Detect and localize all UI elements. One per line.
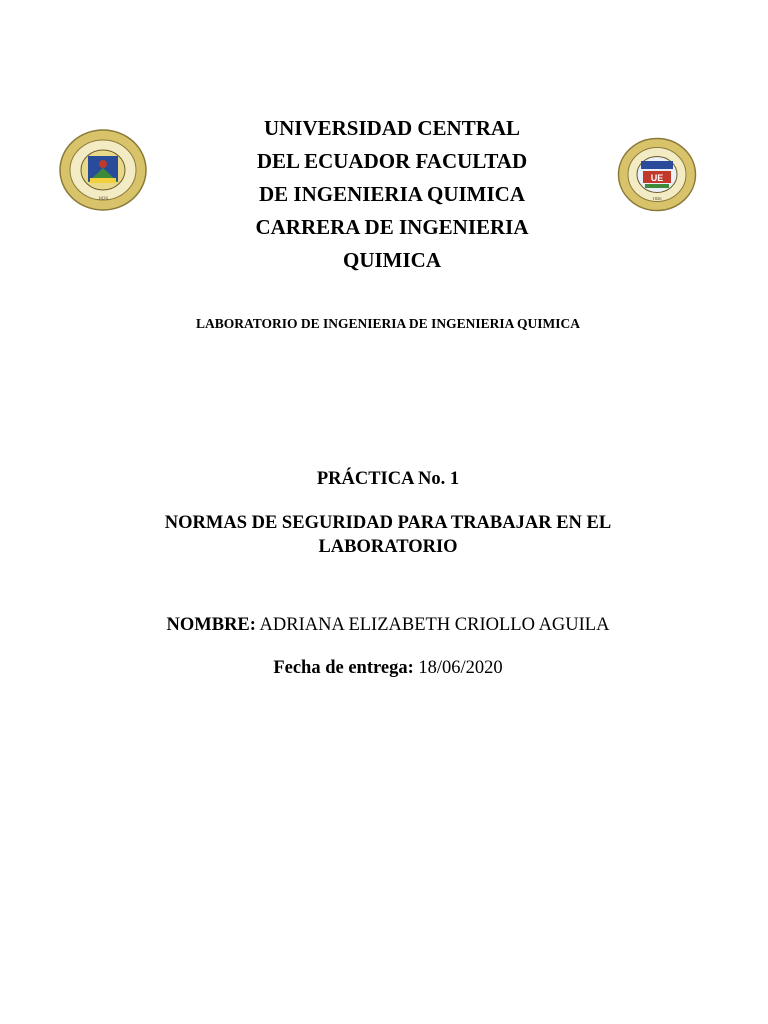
practice-number: PRÁCTICA No. 1 xyxy=(316,469,460,489)
student-name-line xyxy=(0,615,768,636)
faculty-seal-icon xyxy=(617,137,697,212)
seal-year: 1826 xyxy=(98,197,108,202)
seal-banner: UE xyxy=(650,173,664,183)
delivery-date-label: Fecha de entrega: xyxy=(273,658,414,678)
practice-title-line: LABORATORIO xyxy=(318,537,458,557)
university-title-line: UNIVERSIDAD CENTRAL xyxy=(263,116,521,140)
university-title-line: QUIMICA xyxy=(343,248,441,272)
laboratory-subtitle: LABORATORIO DE INGENIERIA DE INGENIERIA QUIMICA xyxy=(196,316,580,331)
student-name-label: NOMBRE: xyxy=(166,615,256,635)
practice-title xyxy=(100,511,676,559)
university-title-line: CARRERA DE INGENIERIA xyxy=(255,215,529,239)
practice-title-line: NORMAS DE SEGURIDAD PARA TRABAJAR EN EL xyxy=(164,513,612,533)
seal-year: 1826 xyxy=(652,196,662,201)
university-seal-icon xyxy=(58,128,148,212)
delivery-date-line xyxy=(0,658,768,679)
university-title-line: DE INGENIERIA QUIMICA xyxy=(258,182,526,206)
university-title-line: DEL ECUADOR FACULTAD xyxy=(256,149,528,173)
student-name-value: ADRIANA ELIZABETH CRIOLLO AGUILA xyxy=(259,615,610,635)
delivery-date-value: 18/06/2020 xyxy=(418,658,503,678)
university-title xyxy=(192,112,592,277)
